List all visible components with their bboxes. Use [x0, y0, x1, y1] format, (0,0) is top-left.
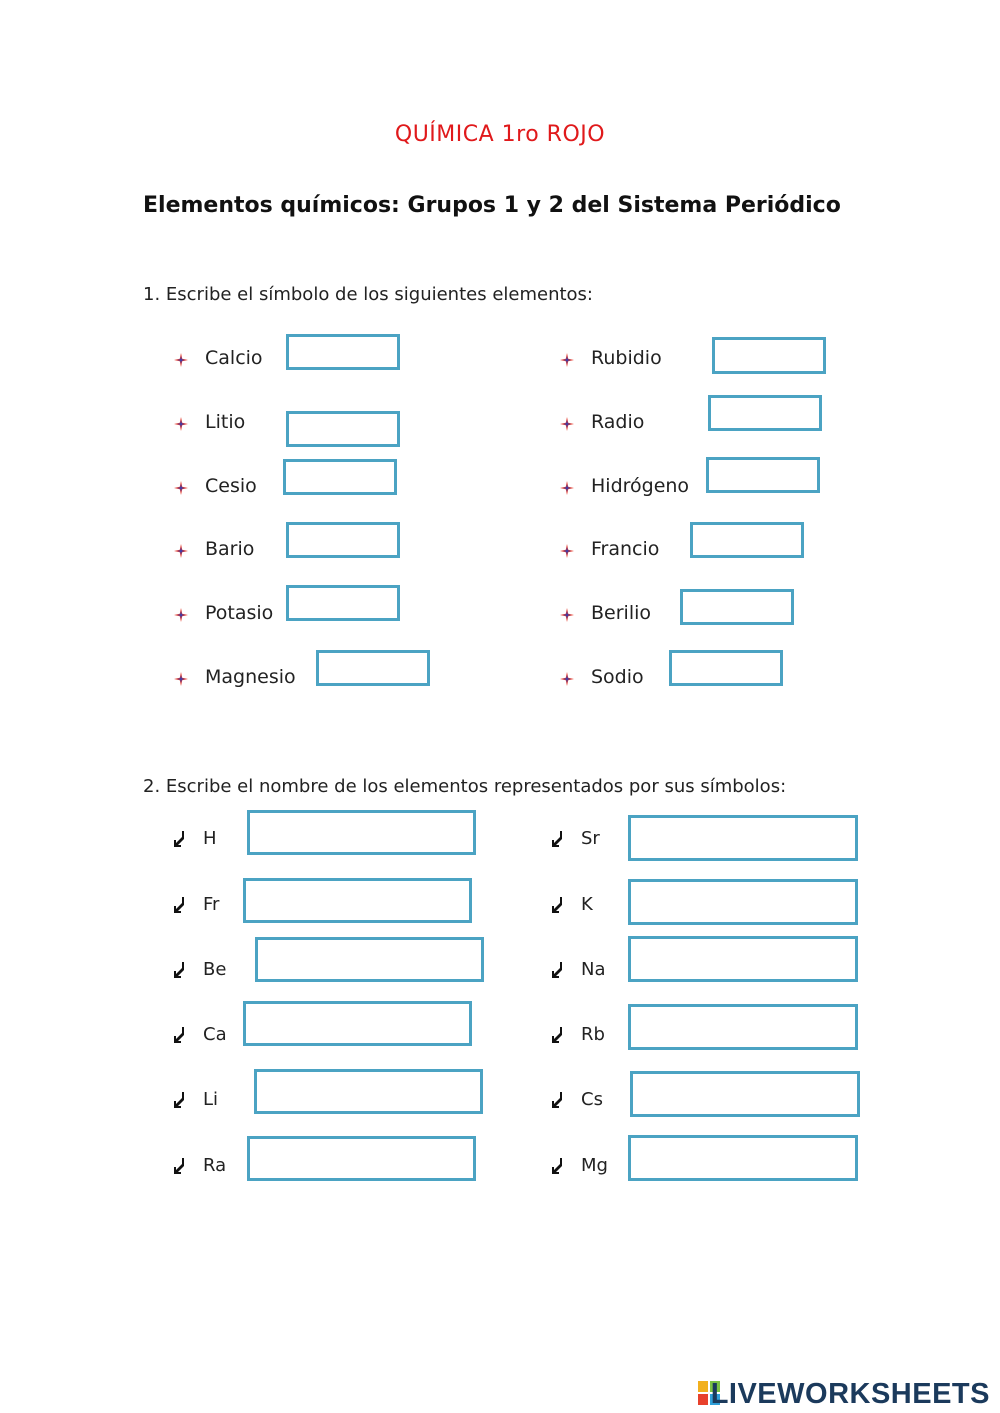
name-input-li[interactable] — [254, 1069, 483, 1114]
worksheet-subtitle: Elementos químicos: Grupos 1 y 2 del Sistema Periódico — [143, 193, 841, 218]
element-label-bario: Bario — [205, 538, 255, 560]
symbol-input-litio[interactable] — [286, 411, 400, 447]
name-input-rb[interactable] — [628, 1004, 858, 1050]
symbol-input-sodio[interactable] — [669, 650, 783, 686]
symbol-label-be: Be — [203, 959, 227, 980]
name-input-h[interactable] — [247, 810, 476, 855]
element-label-rubidio: Rubidio — [591, 347, 662, 369]
star-bullet-icon — [559, 607, 575, 623]
arrow-bullet-icon — [172, 1026, 184, 1044]
element-label-francio: Francio — [591, 538, 660, 560]
element-label-berilio: Berilio — [591, 602, 651, 624]
arrow-bullet-icon — [172, 830, 184, 848]
element-label-magnesio: Magnesio — [205, 666, 296, 688]
arrow-bullet-icon — [550, 1091, 562, 1109]
element-label-radio: Radio — [591, 411, 645, 433]
star-bullet-icon — [173, 480, 189, 496]
star-bullet-icon — [559, 543, 575, 559]
star-bullet-icon — [173, 416, 189, 432]
name-input-mg[interactable] — [628, 1135, 858, 1181]
symbol-input-potasio[interactable] — [286, 585, 400, 621]
symbol-input-cesio[interactable] — [283, 459, 397, 495]
star-bullet-icon — [173, 671, 189, 687]
name-input-be[interactable] — [255, 937, 484, 982]
symbol-input-berilio[interactable] — [680, 589, 794, 625]
symbol-label-ra: Ra — [203, 1155, 227, 1176]
arrow-bullet-icon — [172, 1091, 184, 1109]
symbol-input-rubidio[interactable] — [712, 337, 826, 374]
star-bullet-icon — [173, 607, 189, 623]
name-input-k[interactable] — [628, 879, 858, 925]
arrow-bullet-icon — [550, 830, 562, 848]
symbol-input-francio[interactable] — [690, 522, 804, 558]
question-2: 2. Escribe el nombre de los elementos representados por sus símbolos: — [143, 776, 787, 797]
arrow-bullet-icon — [172, 1157, 184, 1175]
symbol-input-magnesio[interactable] — [316, 650, 430, 686]
question-1: 1. Escribe el símbolo de los siguientes elementos: — [143, 284, 593, 305]
symbol-label-ca: Ca — [203, 1024, 227, 1045]
symbol-label-mg: Mg — [581, 1155, 608, 1176]
element-label-litio: Litio — [205, 411, 246, 433]
element-label-potasio: Potasio — [205, 602, 274, 624]
name-input-na[interactable] — [628, 936, 858, 982]
name-input-fr[interactable] — [243, 878, 472, 923]
symbol-input-radio[interactable] — [708, 395, 822, 431]
arrow-bullet-icon — [172, 961, 184, 979]
name-input-cs[interactable] — [630, 1071, 860, 1117]
element-label-cesio: Cesio — [205, 475, 257, 497]
name-input-ca[interactable] — [243, 1001, 472, 1046]
element-label-sodio: Sodio — [591, 666, 644, 688]
star-bullet-icon — [559, 416, 575, 432]
star-bullet-icon — [173, 543, 189, 559]
star-bullet-icon — [559, 480, 575, 496]
symbol-label-h: H — [203, 828, 217, 849]
element-label-calcio: Calcio — [205, 347, 263, 369]
liveworksheets-brand: LIVEWORKSHEETS — [710, 1378, 990, 1410]
symbol-label-fr: Fr — [203, 894, 220, 915]
symbol-label-na: Na — [581, 959, 606, 980]
star-bullet-icon — [559, 352, 575, 368]
symbol-input-hidrogeno[interactable] — [706, 457, 820, 493]
star-bullet-icon — [173, 352, 189, 368]
symbol-input-bario[interactable] — [286, 522, 400, 558]
symbol-label-sr: Sr — [581, 828, 600, 849]
arrow-bullet-icon — [550, 896, 562, 914]
symbol-label-cs: Cs — [581, 1089, 603, 1110]
symbol-input-calcio[interactable] — [286, 334, 400, 370]
symbol-label-li: Li — [203, 1089, 219, 1110]
arrow-bullet-icon — [550, 1026, 562, 1044]
arrow-bullet-icon — [172, 896, 184, 914]
symbol-label-k: K — [581, 894, 593, 915]
element-label-hidrogeno: Hidrógeno — [591, 475, 690, 497]
star-bullet-icon — [559, 671, 575, 687]
arrow-bullet-icon — [550, 1157, 562, 1175]
name-input-ra[interactable] — [247, 1136, 476, 1181]
page-title: QUÍMICA 1ro ROJO — [394, 122, 606, 147]
arrow-bullet-icon — [550, 961, 562, 979]
name-input-sr[interactable] — [628, 815, 858, 861]
symbol-label-rb: Rb — [581, 1024, 605, 1045]
